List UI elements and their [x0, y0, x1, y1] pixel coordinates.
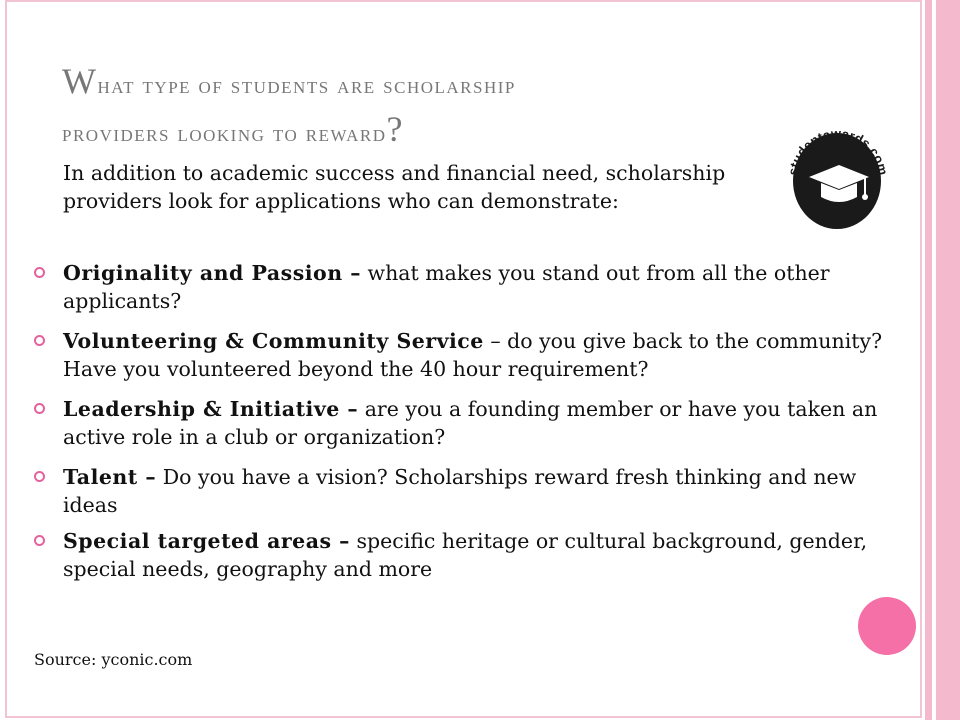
decorative-circle	[858, 597, 916, 655]
bullet-heading: Special targeted areas –	[63, 529, 350, 553]
bullet-heading: Leadership & Initiative –	[63, 397, 359, 421]
studentawards-logo	[777, 117, 897, 235]
bullet-circle-icon	[34, 535, 45, 546]
bullet-circle-icon	[34, 403, 45, 414]
bullet-text: Do you have a vision? Scholarships reward fresh thinking and new ideas	[63, 465, 857, 517]
bullet-circle-icon	[34, 335, 45, 346]
title-initial: W	[62, 61, 98, 101]
list-item	[34, 327, 914, 383]
bullet-text: specific heritage or cultural background, gender, special needs, geography and more	[63, 529, 868, 581]
decorative-stripe	[936, 0, 960, 720]
bullet-text: are you a founding member or have you taken an active role in a club or organization?	[63, 397, 878, 449]
list-item	[34, 395, 914, 451]
bullet-circle-icon	[34, 267, 45, 278]
bullet-heading: Originality and Passion –	[63, 261, 361, 285]
list-item	[34, 259, 914, 315]
slide-title	[62, 60, 862, 156]
bullet-text: – do you give back to the community? Have you volunteered beyond the 40 hour requirement?	[63, 329, 883, 381]
title-line-2: providers looking to reward	[62, 121, 387, 147]
bullet-heading: Volunteering & Community Service	[63, 329, 484, 353]
logo-arc-text: studentawards.com	[785, 125, 891, 177]
bullet-circle-icon	[34, 471, 45, 482]
title-line-1: hat type of students are scholarship	[97, 73, 516, 99]
source-note: Source: yconic.com	[34, 650, 193, 669]
bullet-heading: Talent –	[63, 465, 157, 489]
title-question-mark: ?	[386, 109, 405, 149]
list-item	[34, 527, 914, 583]
decorative-stripe	[925, 0, 932, 720]
bullet-text: what makes you stand out from all the other applicants?	[63, 261, 830, 313]
intro-text: In addition to academic success and financial need, scholarship providers look for applications who can demonstrate:	[63, 161, 726, 213]
bullet-list	[34, 259, 914, 595]
list-item	[34, 463, 914, 519]
